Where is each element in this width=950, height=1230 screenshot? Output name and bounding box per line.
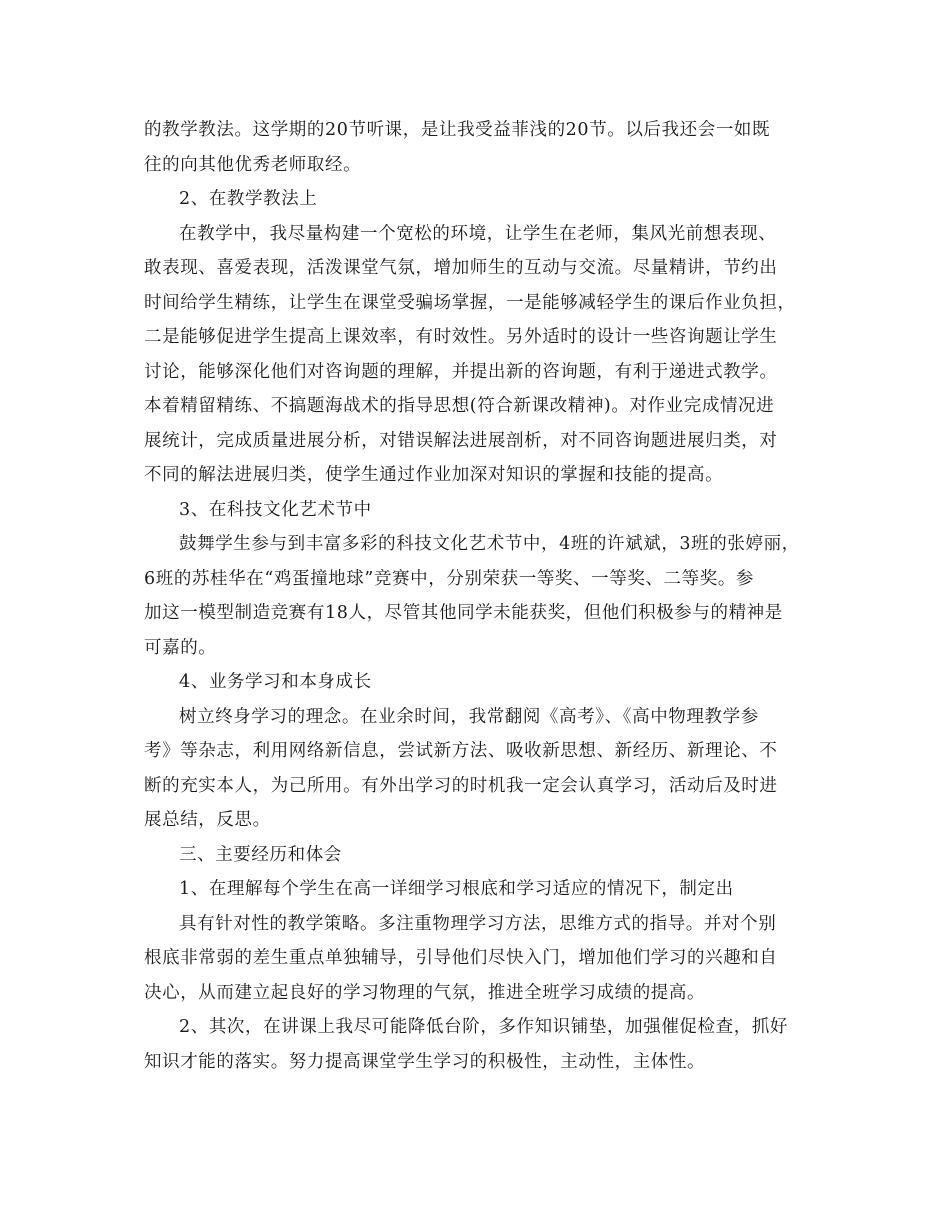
text-line: 展统计，完成质量进展分析，对错误解法进展剖析，对不同咨询题进展归类，对 [144, 430, 778, 451]
text-line: 展总结，反思。 [144, 810, 271, 830]
text-line: 往的向其他优秀老师取经。 [144, 154, 362, 175]
text-line: 树立终身学习的理念。在业余时间，我常翻阅《高考》、《高中物理教学参 [179, 706, 759, 727]
text-line: 鼓舞学生参与到丰富多彩的科技文化艺术节中，4班的许斌斌，3班的张婷丽， [179, 534, 800, 554]
text-line: 考》等杂志，利用网络新信息，尝试新方法、吸收新思想、新经历、新理论、不 [144, 741, 778, 761]
text-line: 三、主要经历和体会 [179, 844, 342, 865]
text-line: 在教学中，我尽量构建一个宽松的环境，让学生在老师，集风光前想表现、 [179, 223, 777, 244]
text-line: 可嘉的。 [144, 637, 217, 658]
text-line: 讨论，能够深化他们对咨询题的理解，并提出新的咨询题，有利于递进式教学。 [144, 361, 778, 382]
text-line: 2、其次，在讲课上我尽可能降低台阶，多作知识铺垫，加强催促检查，抓好 [179, 1017, 789, 1037]
text-line: 3、在科技文化艺术节中 [179, 499, 372, 520]
text-line: 加这一模型制造竞赛有18人，尽管其他同学未能获奖，但他们积极参与的精神是 [144, 603, 783, 623]
text-line: 的教学教法。这学期的20节听课，是让我受益菲浅的20节。以后我还会一如既 [144, 120, 771, 140]
text-line: 二是能够促进学生提高上课效率，有时效性。另外适时的设计一些咨询题让学生 [144, 327, 778, 347]
text-line: 断的充实本人，为己所用。有外出学习的时机我一定会认真学习，活动后及时进 [144, 775, 778, 796]
text-line: 本着精留精练、不搞题海战术的指导思想(符合新课改精神)。对作业完成情况进 [144, 396, 775, 416]
text-line: 不同的解法进展归类，使学生通过作业加深对知识的掌握和技能的提高。 [144, 465, 724, 485]
text-line: 2、在教学教法上 [179, 189, 318, 209]
text-line: 时间给学生精练，让学生在课堂受骗场掌握，一是能够减轻学生的课后作业负担， [144, 292, 796, 313]
text-line: 4、业务学习和本身成长 [179, 672, 372, 692]
text-line: 决心，从而建立起良好的学习物理的气氛，推进全班学习成绩的提高。 [144, 982, 706, 1003]
text-line: 1、在理解每个学生在高一详细学习根底和学习适应的情况下，制定出 [179, 879, 734, 899]
document-body [144, 113, 844, 1079]
text-line: 知识才能的落实。努力提高课堂学生学习的积极性，主动性，主体性。 [144, 1051, 706, 1072]
text-line: 根底非常弱的差生重点单独辅导，引导他们尽快入门，增加他们学习的兴趣和自 [144, 948, 778, 968]
text-line: 具有针对性的教学策略。多注重物理学习方法，思维方式的指导。并对个别 [179, 913, 777, 934]
text-line: 敢表现、喜爱表现，活泼课堂气氛，增加师生的互动与交流。尽量精讲，节约出 [144, 258, 778, 278]
text-line: 6班的苏桂华在“鸡蛋撞地球”竞赛中，分别荣获一等奖、一等奖、二等奖。参 [144, 568, 755, 589]
